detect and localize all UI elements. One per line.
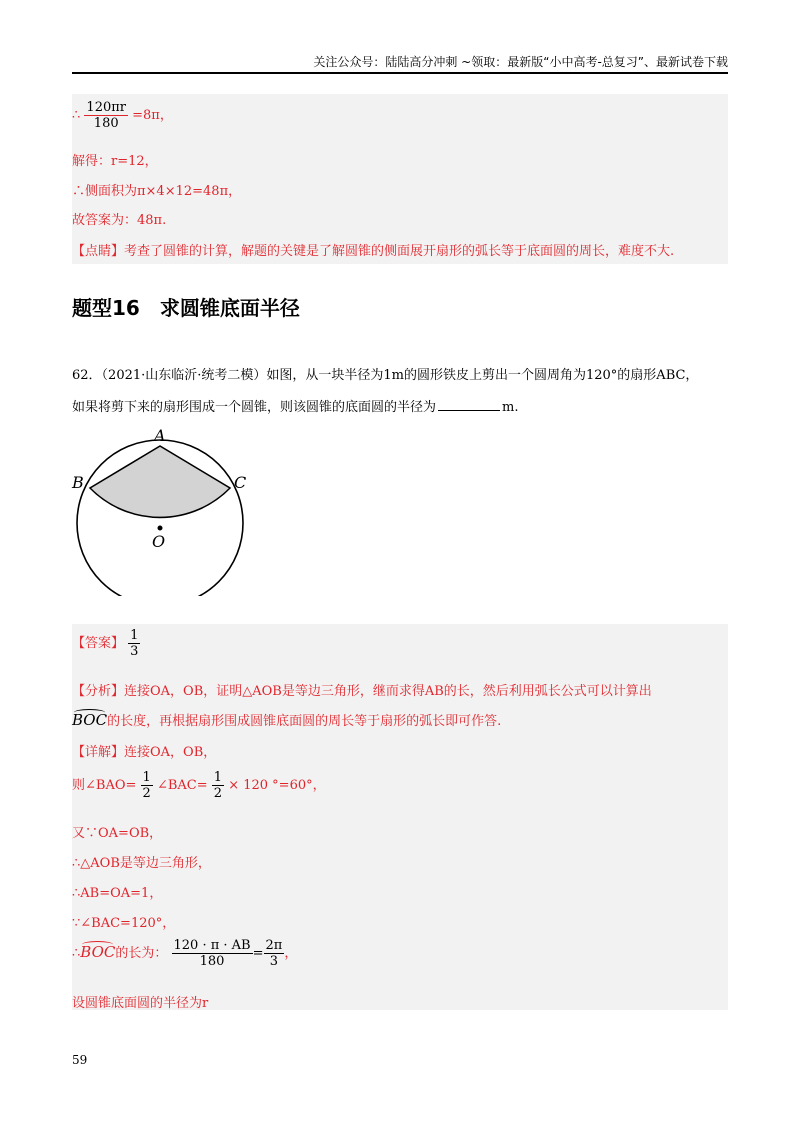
step-7: 设圆锥底面圆的半径为r — [72, 996, 209, 1011]
fraction-half-1: $\frac{1}{2}$ — [142, 770, 151, 801]
solution-box-current — [72, 624, 728, 1010]
step-2: 又∵OA=OB， — [72, 826, 163, 841]
answer-fraction: $\frac{1}{3}$ — [130, 628, 139, 659]
section-title: 题型16 求圆锥底面半径 — [72, 296, 300, 320]
label-o: O — [152, 532, 166, 551]
detail-line: 【详解】连接OA，OB， — [72, 745, 217, 760]
page-number: 59 — [72, 1053, 88, 1067]
answer-blank — [438, 398, 500, 411]
fraction-arc-length: $\frac{120 \cdot \pi \cdot AB}{180}$ — [173, 938, 251, 969]
fraction-half-2: $\frac{1}{2}$ — [213, 770, 223, 801]
fraction-2pi-3: $\frac{2\pi}{3}$ — [265, 938, 283, 969]
label-b: B — [72, 473, 84, 492]
analysis-line-2: BOC的长度，再根据扇形围成圆锥底面圆的周长等于扇形的弧长即可作答. — [72, 711, 502, 729]
solution-box-previous — [72, 94, 728, 264]
comment-line: 【点睛】考查了圆锥的计算，解题的关键是了解圆锥的侧面展开扇形的弧长等于底面圆的周长，难度不大. — [72, 244, 675, 259]
analysis-line-1: 【分析】连接OA，OB，证明△AOB是等边三角形，继而求得AB的长，然后利用弧长公式可以计算出 — [72, 684, 652, 699]
step-6: ∴BOC的长为： $\frac{120 \cdot \pi \cdot AB}{180}$ = $\frac{2\pi}{3}$ ， — [72, 938, 298, 969]
answer-row: 【答案】 $\frac{1}{3}$ — [72, 628, 139, 659]
label-a: A — [154, 426, 166, 445]
header-text: 关注公众号：陆陆高分冲刺 ~领取：最新版“小中高考-总复习”、最新试卷下载 — [313, 55, 728, 69]
arc-boc: BOC — [72, 711, 108, 729]
fraction-120pir-180: $\frac{120\pi r}{180}$ — [86, 100, 126, 131]
lateral-area-line: ∴侧面积为π×4×12=48π， — [72, 184, 242, 199]
step-4: ∴AB=OA=1， — [72, 886, 163, 901]
circle-sector-figure — [62, 424, 262, 596]
equation-line-1: ∴ $\frac{120\pi r}{180}$ =8π， — [72, 100, 173, 131]
question-line-2: 如果将剪下来的扇形围成一个圆锥，则该圆锥的底面圆的半径为 m. — [72, 400, 519, 415]
center-point-o — [158, 526, 163, 531]
step-1: 则∠BAO= $\frac{1}{2}$ ∠BAC= $\frac{1}{2}$ × 120 °=60°， — [72, 770, 326, 801]
answer-line: 故答案为：48π. — [72, 213, 167, 228]
arc-boc-2: BOC — [80, 943, 116, 961]
page-header — [72, 52, 728, 74]
label-c: C — [234, 473, 247, 492]
question-line-1: 62．（2021·山东临沂·统考二模）如图，从一块半径为1m的圆形铁皮上剪出一个圆周角为120°的扇形ABC， — [72, 368, 699, 383]
solve-line: 解得：r=12， — [72, 154, 158, 169]
step-5: ∵∠BAC=120°， — [72, 916, 176, 931]
step-3: ∴△AOB是等边三角形， — [72, 856, 211, 871]
